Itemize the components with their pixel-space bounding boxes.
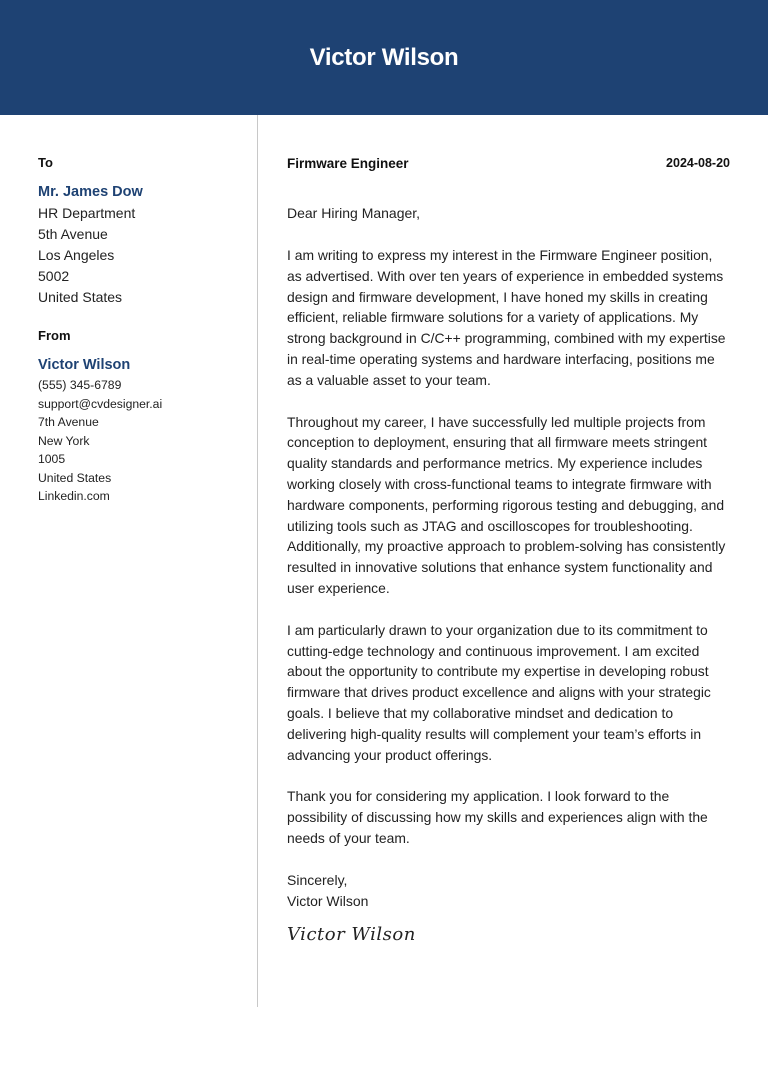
recipient-department: HR Department <box>38 205 136 221</box>
sender-linkedin: Linkedin.com <box>38 489 110 503</box>
letter-body <box>287 152 730 945</box>
sender-phone: (555) 345-6789 <box>38 378 122 392</box>
greeting: Dear Hiring Manager, <box>287 205 421 221</box>
closing-name: Victor Wilson <box>287 892 369 909</box>
paragraph: I am writing to express my interest in the Firmware Engineer position, as advertised. With over ten years of experience in embedded systems design and firmware development, I have honed my skills in creating efficient, reliable firmware solutions for a variety of applications. My strong background in C/C++ programming, combined with my expertise in real-time operating systems and hardware interfacing, positions me as a valuable asset to your team. <box>287 247 726 388</box>
column-divider <box>257 115 258 1007</box>
recipient-city: Los Angeles <box>38 247 115 263</box>
to-block <box>38 152 248 308</box>
closing-phrase: Sincerely, <box>287 871 348 888</box>
recipient-postcode: 5002 <box>38 268 70 284</box>
paragraph: Thank you for considering my application. I look forward to the possibility of discussing how my skills and experiences align with the needs of your team. <box>287 788 708 846</box>
paragraph: I am particularly drawn to your organization due to its commitment to cutting-edge technology and continuous improvement. I am excited about the opportunity to contribute my expertise in developing robust firmware that drives product excellence and aligns with your strategic goals. I believe that my collaborative mindset and dedication to delivering high-quality results will complement your team’s efforts in advancing your product offerings. <box>287 621 711 763</box>
closing-block <box>287 870 730 912</box>
recipient-country: United States <box>38 289 123 305</box>
from-heading: From <box>38 328 71 343</box>
recipient-street: 5th Avenue <box>38 226 108 242</box>
sender-postcode: 1005 <box>38 452 66 466</box>
sender-city: New York <box>38 433 90 448</box>
job-title: Firmware Engineer <box>287 155 409 171</box>
recipient-name: Mr. James Dow <box>38 184 143 200</box>
paragraph: Throughout my career, I have successfully led multiple projects from conception to deployment, ensuring that all firmware meets stringent quality standards and performance metrics. My experience includes working closely with cross-functional teams to integrate firmware with hardware components, performing rigorous testing and debugging, and utilizing tools such as JTAG and oscilloscopes for troubleshooting. Additionally, my proactive approach to problem-solving has consistently resulted in innovative solutions that enhance system functionality and user experience. <box>287 413 726 596</box>
sender-street: 7th Avenue <box>38 415 99 429</box>
from-block <box>38 325 248 506</box>
signature: Victor Wilson <box>287 923 416 945</box>
header-name: Victor Wilson <box>309 43 459 71</box>
page-header <box>0 0 768 115</box>
to-heading: To <box>38 155 53 170</box>
sender-name: Victor Wilson <box>38 357 131 373</box>
sender-email: support@cvdesigner.ai <box>38 396 163 411</box>
letter-date: 2024-08-20 <box>666 156 730 170</box>
sidebar <box>38 152 248 506</box>
letter-header <box>287 152 730 174</box>
sender-country: United States <box>38 470 112 485</box>
